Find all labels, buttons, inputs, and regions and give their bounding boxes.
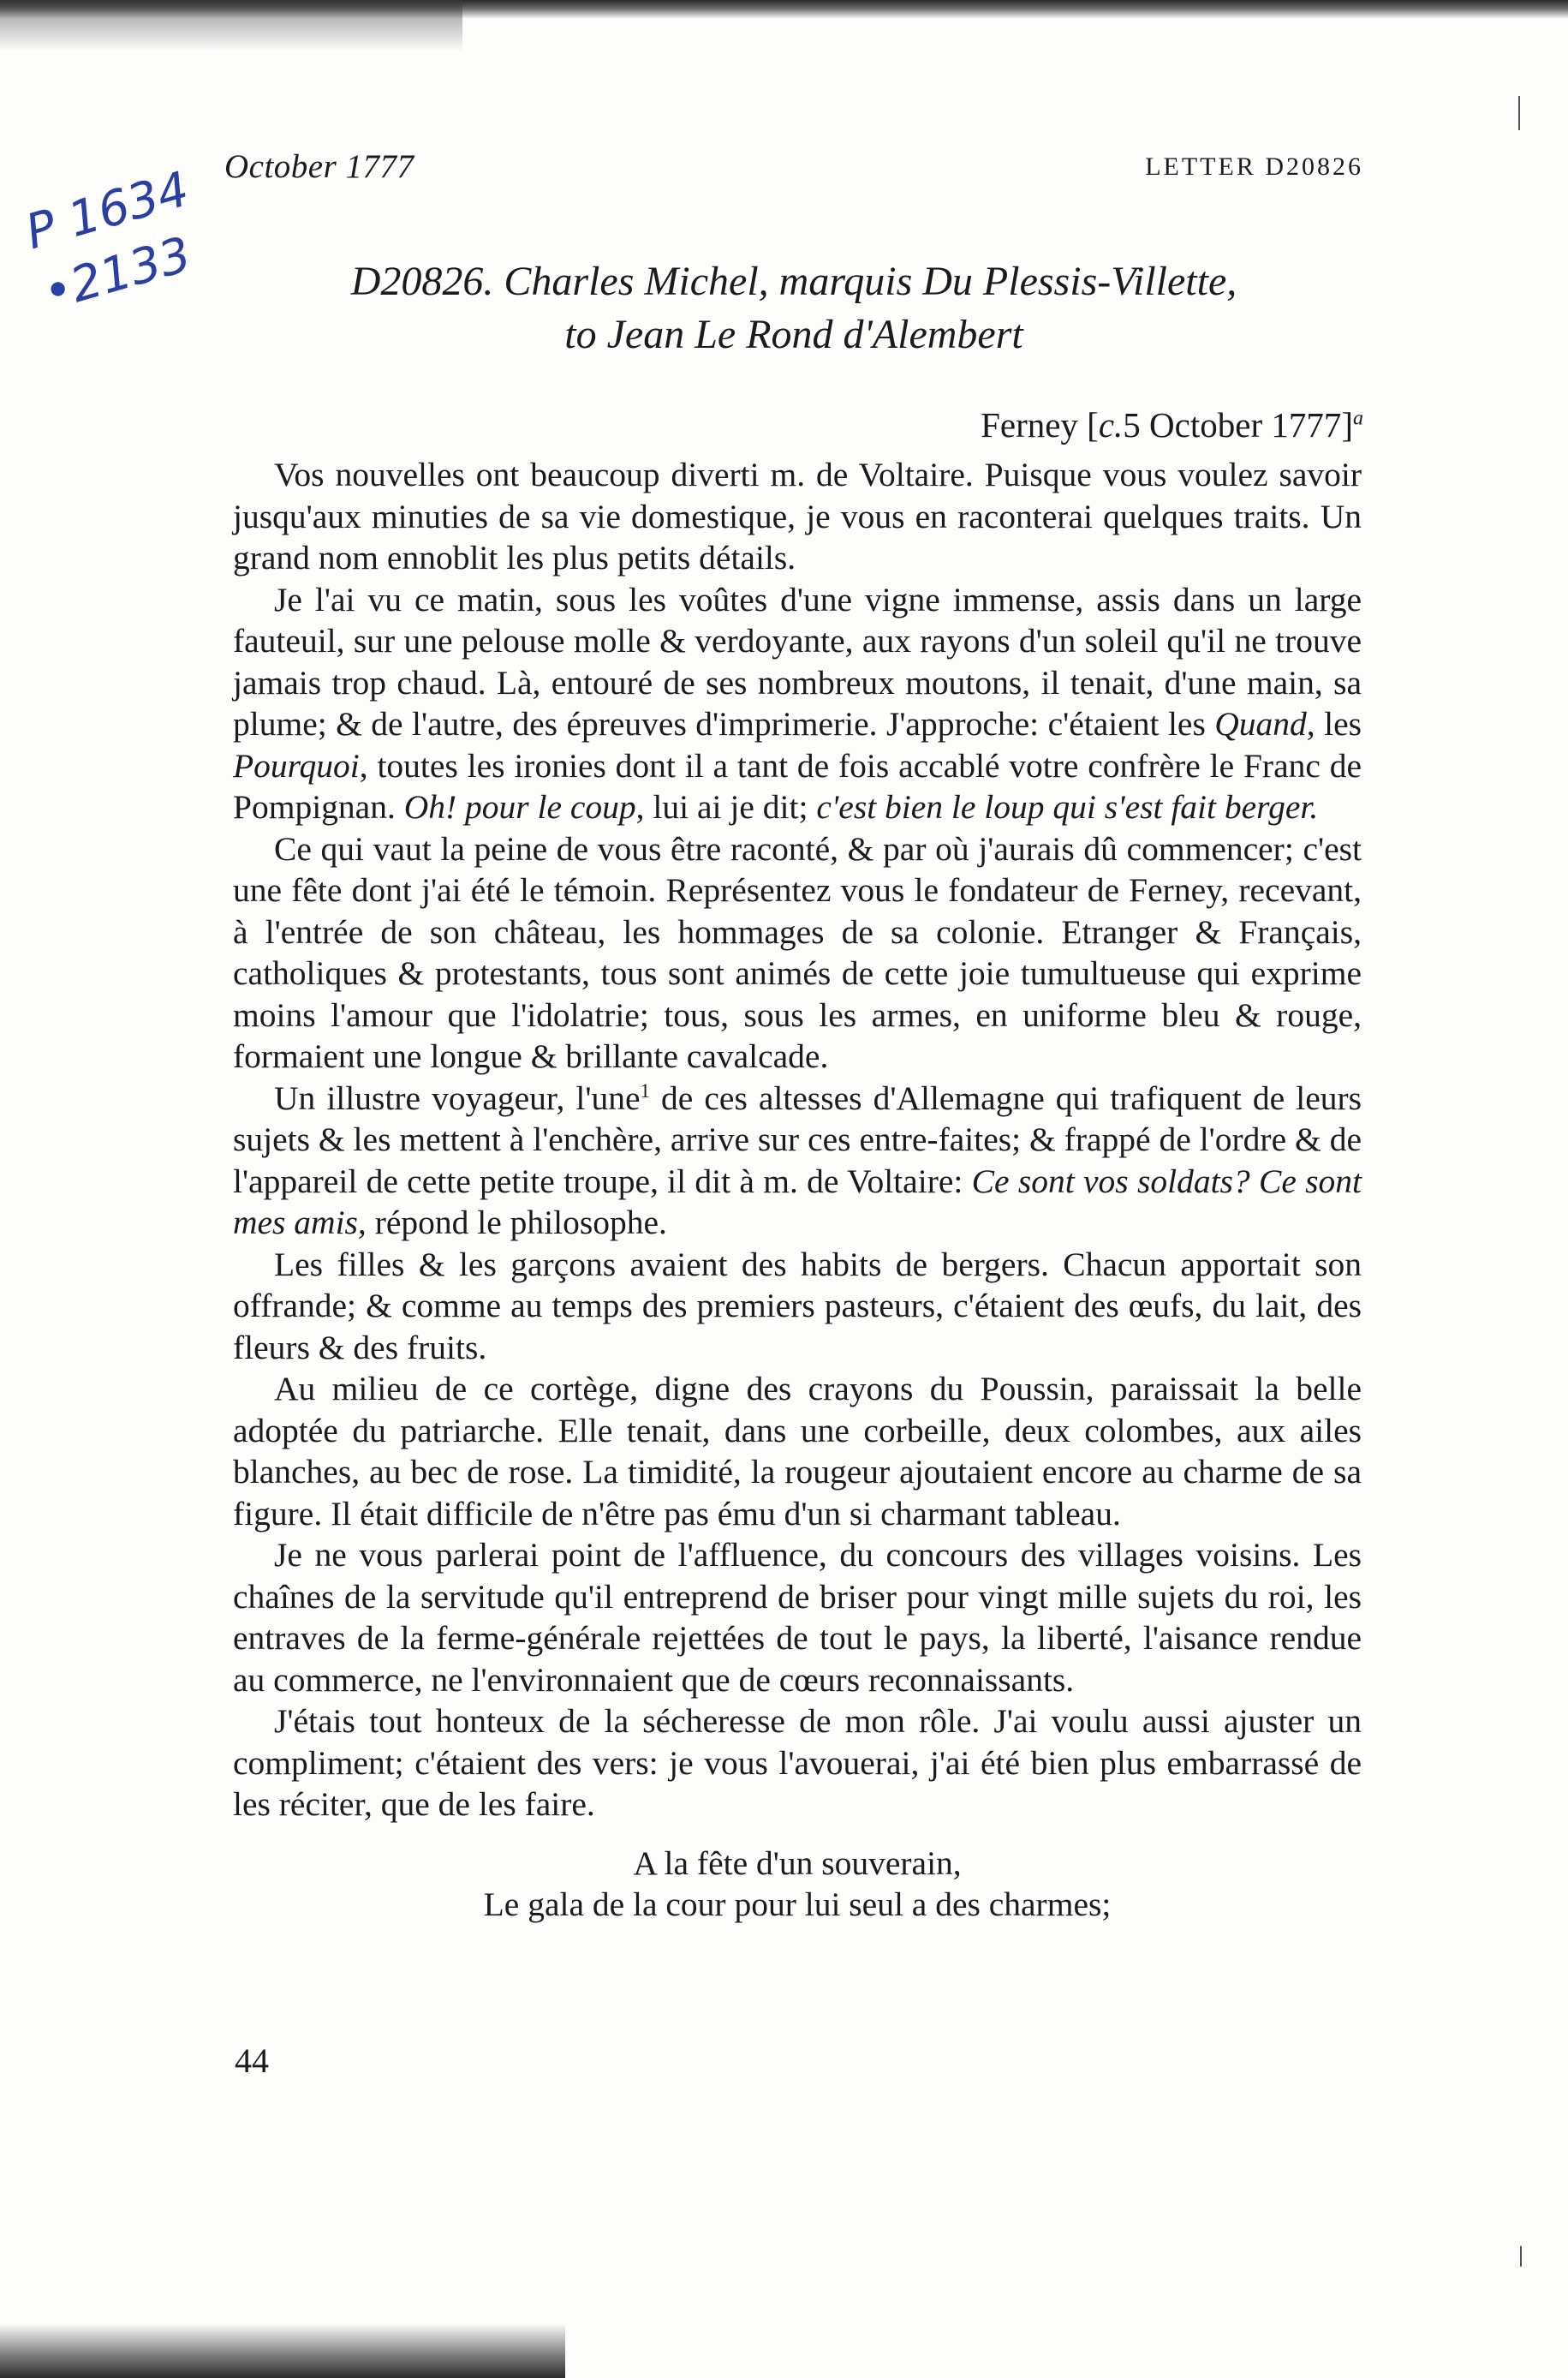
paragraph-3: Ce qui vaut la peine de vous être raconté, & par où j'aurais dû commencer; c'est une fête dont j'ai été le témoin. Représentez vous le fondateur de Ferney, recevant, à l'entrée de son château, les hommages de sa colonie. Etranger & Français, catholiques & protestants, tous sont animés de cette joie tumultueuse qui exprime moins l'amour que l'idolatrie; tous, sous les armes, en uniforme bleu & rouge, formaient une longue & brillante cavalcade. xyxy=(233,829,1362,1075)
footnote-marker: 1 xyxy=(640,1079,651,1102)
scan-edge-shadow-top-left xyxy=(0,0,462,51)
verse-line-1: A la fête d'un souverain, xyxy=(633,1843,962,1882)
paragraph-6: Au milieu de ce cortège, digne des crayons du Poussin, paraissait la belle adoptée du patriarche. Elle tenait, dans une corbeille, deux colombes, aux ailes blanches, au bec de rose. La timidité, la rougeur ajoutaient encore au charme de sa figure. Il était difficile de n'être pas ému d'un si charmant tableau. xyxy=(233,1370,1362,1533)
paragraph-7: Je ne vous parlerai point de l'affluence, du concours des villages voisins. Les chaînes de la servitude qu'il entreprend de briser pour vingt mille sujets du roi, les entraves de la ferme-générale rejettées de tout le pays, la liberté, l'aisance rendue au commerce, ne l'environnaient que de cœurs reconnaissants. xyxy=(233,1536,1362,1699)
handwritten-shelfmark-text: P 1634 •2133 xyxy=(20,161,198,322)
page-number: 44 xyxy=(235,2041,269,2080)
letter-body xyxy=(233,454,1362,1926)
place-date: Ferney [c.5 October 1777]$^a$ xyxy=(981,405,1363,445)
scan-edge-shadow-bottom xyxy=(0,2323,565,2378)
paragraph-1: Vos nouvelles ont beaucoup diverti m. de Voltaire. Puisque vous voulez savoir jusqu'aux minuties de sa vie domestique, je vous en raconterai quelques traits. Un grand nom ennoblit les plus petits détails. xyxy=(233,456,1362,577)
verse-line-2: Le gala de la cour pour lui seul a des charmes; xyxy=(483,1885,1112,1923)
paragraph-4: Un illustre voyageur, l'une$^1$ de ces altesses d'Allemagne qui trafiquent de leurs sujets & les mettent à l'enchère, arrive sur ces entre-faites; & frappé de l'ordre & de l'appareil de cette petite troupe, il dit à m. de Voltaire: Ce sont vos soldats? Ce sont mes amis, répond le philosophe. xyxy=(233,1078,1362,1241)
scan-mark-right-bottom xyxy=(1520,2246,1522,2267)
running-head-date: October 1777 xyxy=(224,148,414,185)
textual-note-marker: a xyxy=(1353,407,1363,430)
paragraph-8: J'étais tout honteux de la sécheresse de mon rôle. J'ai voulu aussi ajuster un compliment; c'étaient des vers: je vous l'avouerai, j'ai été bien plus embarrassé de les réciter, que de les faire. xyxy=(233,1702,1362,1823)
letter-title-line-2: to Jean Le Rond d'Alembert xyxy=(564,312,1023,357)
letter-title xyxy=(224,255,1363,361)
handwritten-shelfmark xyxy=(19,161,203,384)
paragraph-5: Les filles & les garçons avaient des habits de bergers. Chacun apportait son offrande; & comme au temps des premiers pasteurs, c'étaient des œufs, du lait, des fleurs & des fruits. xyxy=(233,1245,1362,1366)
scan-mark-right-top xyxy=(1518,96,1520,130)
running-head xyxy=(224,147,1363,187)
running-head-letter-number: LETTER D20826 xyxy=(1145,152,1363,181)
letter-title-line-1: D20826. Charles Michel, marquis Du Plessis-Villette, xyxy=(350,259,1237,304)
paragraph-2: Je l'ai vu ce matin, sous les voûtes d'une vigne immense, assis dans un large fauteuil, sur une pelouse molle & verdoyante, aux rayons d'un soleil qu'il ne trouve jamais trop chaud. Là, entouré de ses nombreux moutons, il tenait, d'une main, sa plume; & de l'autre, des épreuves d'imprimerie. J'approche: c'étaient les Quand, les Pourquoi, toutes les ironies dont il a tant de fois accablé votre confrère le Franc de Pompignan. Oh! pour le coup, lui ai je dit; c'est bien le loup qui s'est fait berger. xyxy=(233,580,1362,826)
verse xyxy=(233,1843,1362,1926)
